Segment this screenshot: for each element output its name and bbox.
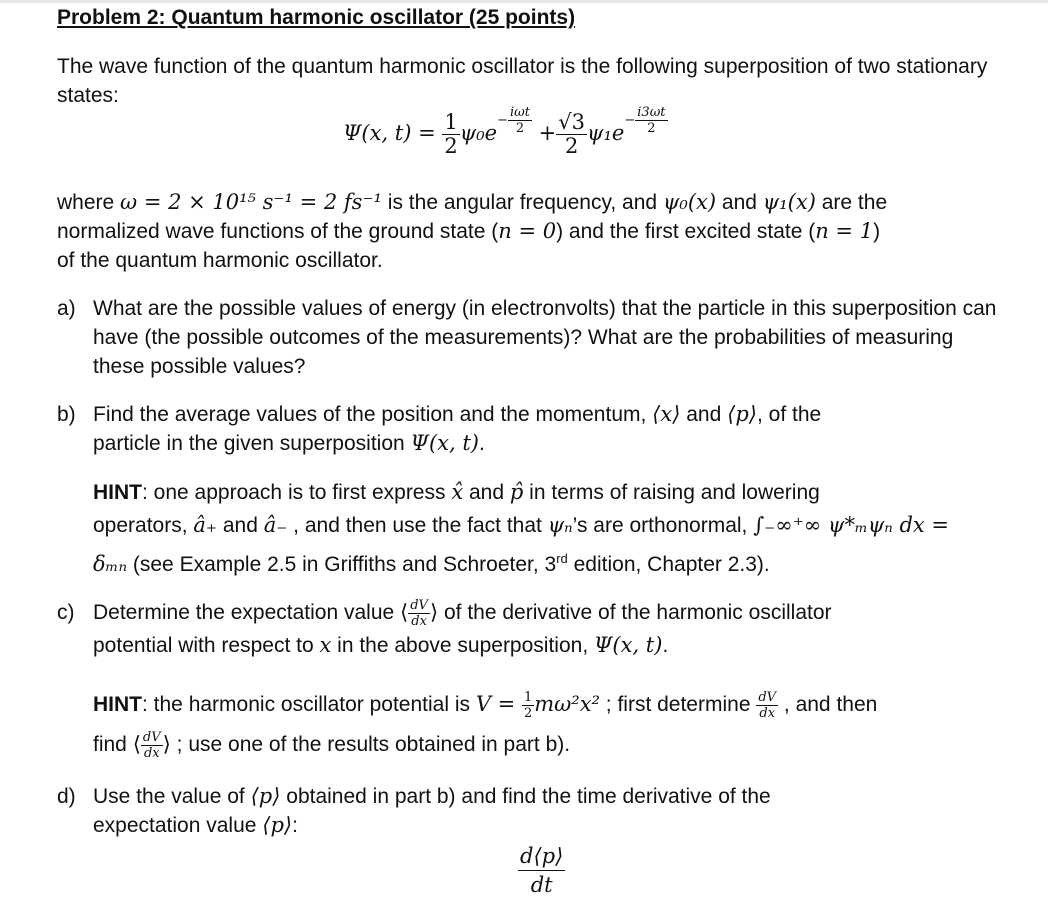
part-b-label: b) <box>57 403 76 426</box>
exponent-1: − i3ωt 2 <box>624 105 666 136</box>
intro-paragraph: The wave function of the quantum harmonic oscillator is the following superposition of two stationary states: <box>57 55 988 107</box>
where-line-2: normalized wave functions of the ground state (n = 0) and the first excited state (n = 1) <box>57 219 881 243</box>
wavefunction-equation: Ψ(x, t) = $\frac{1}{2}$ $\psi_0e^{- \frac{\text{iωt}}{2}}$ + $\frac{√3}{2}$ $\psi_1e^{- \frac{i3\omega t}{2}}$ <box>343 105 666 158</box>
dp-dt-fraction: $\frac{d⟨p⟩}{dt}$ <box>520 844 564 898</box>
top-border <box>0 0 1048 3</box>
part-d-label: d) <box>57 785 76 808</box>
where-line-3: of the quantum harmonic oscillator. <box>57 249 383 272</box>
part-b-text: Find the average values of the position and the momentum, ⟨x⟩ and ⟨p⟩, of the particle in the given superposition Ψ(x, t). <box>93 402 822 455</box>
part-c-text: Determine the expectation value ⟨ $\frac{dV}{dx}$ ⟩ of the derivative of the harmonic oscillator potential with respect to x in the above superposition, Ψ(x, t). <box>93 597 832 657</box>
problem-title: Problem 2: Quantum harmonic oscillator (25 points) <box>57 6 576 29</box>
part-a-label: a) <box>57 297 76 320</box>
part-d-text: Use the value of ⟨p⟩ obtained in part b) and find the time derivative of the expectation value ⟨p⟩: <box>93 784 771 837</box>
part-b <box>57 400 997 458</box>
hint-b: HINT: one approach is to first express x̂ and p̂ in terms of raising and lowering operators, â₊ and â₋ , and then use the fact that ψₙ’s are orthonormal, ∫₋∞⁺∞ ψ*ₘψₙ dx = δₘₙ (see Example 2.5 in Griffiths and Schroeter, 3rd edition, Chapter 2.3). <box>93 480 950 576</box>
part-d <box>57 782 997 840</box>
frac-one-half: $\frac{1}{2}$ <box>444 110 458 158</box>
where-line-1: where ω = 2 × 10¹⁵ s⁻¹ = 2 fs⁻¹ is the angular frequency, and ψ₀(x) and ψ₁(x) are the <box>57 190 888 214</box>
part-a-text: What are the possible values of energy (in electronvolts) that the particle in this superposition can have (the possible outcomes of the measurements)? What are the probabilities of measuring these possible values? <box>93 297 997 378</box>
frac-sqrt3-half: $\frac{√3}{2}$ <box>558 110 586 158</box>
hint-c: HINT: the harmonic oscillator potential is V = $\frac{1}{2}$ mω²x² ; first determine $\frac{dV}{dx}$ , and then find ⟨ $\frac{dV}{dx}$ ⟩ ; use one of the results obtained in part b). <box>93 689 878 761</box>
part-c <box>57 596 997 662</box>
part-c-label: c) <box>57 601 75 624</box>
where-paragraph <box>57 188 997 275</box>
part-a <box>57 294 997 381</box>
exponent-0: − iωt 2 <box>497 105 530 136</box>
